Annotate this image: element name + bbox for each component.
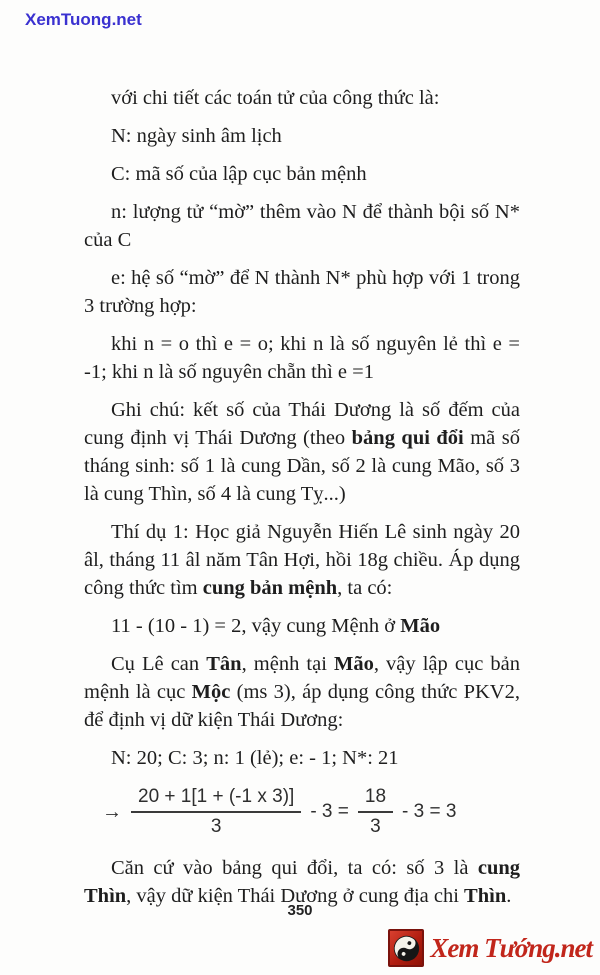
formula-operator-2: - 3 = 3: [402, 801, 457, 822]
page-number: 350: [287, 902, 313, 919]
formula-line: [102, 786, 520, 838]
text-run: Cụ Lê can: [111, 653, 207, 675]
bold-text: Mộc: [191, 681, 231, 703]
paragraph: [84, 198, 520, 254]
fraction-1-denominator: 3: [210, 816, 222, 837]
paragraph: [84, 518, 520, 602]
paragraph: [84, 396, 520, 508]
text-run: e: hệ số “mờ” để N thành N* phù hợp với 1 trong 3 trường hợp:: [84, 267, 520, 317]
paragraph: [84, 122, 520, 150]
yin-yang-icon: [388, 929, 424, 967]
bold-text: Mão: [333, 653, 374, 675]
text-run: N: 20; C: 3; n: 1 (lẻ); e: - 1; N*: 21: [111, 747, 399, 769]
paragraph: [84, 330, 520, 386]
paragraph: [84, 264, 520, 320]
text-run: với chi tiết các toán tử của công thức là:: [111, 87, 440, 109]
paragraph: [84, 612, 520, 640]
text-run: Căn cứ vào bảng qui đổi, ta có: số 3 là: [111, 857, 478, 879]
text-run: n: lượng tử “mờ” thêm vào N để thành bội số N* của C: [84, 201, 520, 251]
bold-text: Thìn: [464, 885, 507, 907]
text-run: Ghi chú: kết số của Thái Dương là số đếm của cung định vị Thái Dương (theo: [84, 399, 520, 449]
bold-text: Tân: [206, 653, 242, 675]
site-logo: [388, 929, 592, 967]
text-run: mã số tháng sinh: số 1 là cung Dần, số 2 là cung Mão, số 3 là cung Thìn, số 4 là cung Tỵ...): [84, 427, 520, 505]
page-content: [84, 84, 520, 920]
text-run: C: mã số của lập cục bản mệnh: [111, 163, 367, 185]
fraction-1: [131, 786, 301, 838]
bold-text: Mão: [400, 615, 441, 637]
fraction-2-denominator: 3: [370, 816, 381, 837]
fraction-2-numerator: 18: [358, 786, 393, 813]
fraction-1-numerator: 20 + 1[1 + (-1 x 3)]: [131, 786, 301, 813]
fraction-2: [358, 786, 393, 838]
text-run: (ms 3), áp dụng công thức PKV2, để định vị dữ kiện Thái Dương:: [84, 681, 520, 731]
text-run: , ta có:: [337, 577, 393, 599]
arrow-icon: →: [102, 801, 122, 823]
paragraph: [84, 160, 520, 188]
text-run: , vậy lập cục bản mệnh là cục: [84, 653, 520, 703]
paragraph: [84, 744, 520, 772]
site-watermark-link[interactable]: XemTuong.net: [25, 10, 142, 29]
logo-text: Xem Tướng.net: [430, 932, 592, 963]
paragraph: [84, 84, 520, 112]
text-run: N: ngày sinh âm lịch: [111, 125, 282, 147]
text-run: khi n = o thì e = o; khi n là số nguyên lẻ thì e = -1; khi n là số nguyên chẵn thì e =1: [84, 333, 520, 383]
formula-operator-1: - 3 =: [310, 801, 349, 822]
page-paragraphs-top: [84, 84, 520, 772]
bold-text: cung Thìn: [84, 857, 520, 907]
text-run: , mệnh tại: [241, 653, 334, 675]
bold-text: bảng qui đổi: [351, 427, 464, 449]
text-run: , vậy dữ kiện Thái Dương ở cung địa chi: [126, 885, 465, 907]
bold-text: cung bản mệnh: [202, 577, 338, 599]
text-run: Thí dụ 1: Học giả Nguyễn Hiến Lê sinh ngày 20 âl, tháng 11 âl năm Tân Hợi, hồi 18g chiều. Áp dụng công thức tìm: [84, 521, 520, 599]
paragraph: [84, 650, 520, 734]
text-run: .: [506, 885, 512, 907]
text-run: 11 - (10 - 1) = 2, vậy cung Mệnh ở: [111, 615, 401, 637]
